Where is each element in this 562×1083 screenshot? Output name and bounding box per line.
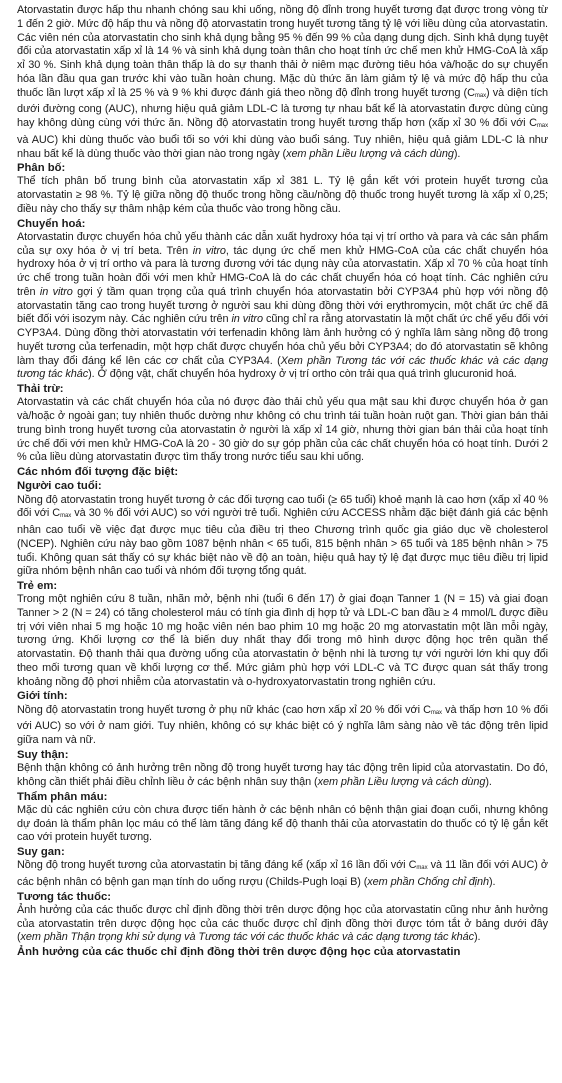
hepatic-impairment-paragraph: Nồng độ trong huyết tương của atorvastatin bị tăng đáng kể (xấp xỉ 16 lần đối với Cmax và 11 lần đối với AUC) ở các bệnh nhân có bệnh gan mạn tính do uống rượu (Childs-Pugh loại B) (xem phần Chống chỉ định). [17,859,548,889]
elderly-paragraph: Nồng độ atorvastatin trong huyết tương ở các đối tượng cao tuổi (≥ 65 tuổi) khoẻ mạnh là cao hơn (xấp xỉ 40 % đối với Cmax và 30 % đối với AUC) so với người trẻ tuổi. Nghiên cứu ACCESS nhằm đặc biệt đánh giá các bệnh nhân cao tuổi về việc đạt được mục tiêu của điều trị theo Chương trình quốc gia giáo dục về cholesterol (NCEP). Nghiên cứu này bao gồm 1087 bệnh nhân < 65 tuổi, 815 bệnh nhân > 65 tuổi và 185 bệnh nhân > 75 tuổi. Không quan sát thấy có sự khác biệt nào về độ an toàn, hiệu quả hay tỷ lệ đạt được mục tiêu điều trị lipid giữa nhóm bệnh nhân cao tuổi và nhóm đối tượng tổng quát. [17,493,548,578]
distribution-heading: Phân bố: [17,162,66,175]
coadministered-drugs-heading: Ảnh hưởng của các thuốc chỉ định đồng thời trên dược động học của atorvastatin [17,946,461,959]
hepatic-impairment-heading: Suy gan: [17,846,65,859]
elderly-heading: Người cao tuổi: [17,480,102,493]
metabolism-paragraph: Atorvastatin được chuyển hóa chủ yếu thành các dẫn xuất hydroxy hóa tại vị trí ortho và para và các sản phẩm của sự oxy hóa ở vị trí beta. Trên in vitro, tác dụng ức chế men khử HMG-CoA của các chất chuyển hóa hydroxy hóa ở vị trí ortho và para là tương đương với tác dụng này của atorvastatin. Xấp xỉ 70 % của hoạt tính ức chế trong tuần hoàn đối với men khử HMG-CoA là do các chất chuyển hóa có hoạt tính. Các nghiên cứu trên in vitro gợi ý tầm quan trọng của quá trình chuyển hóa atorvastatin bởi CYP3A4 phù hợp với nồng độ atorvastatin tăng cao trong huyết tương ở người sau khi dùng đồng thời với erythromycin, một chất ức chế đã biết đối với isozym này. Các nghiên cứu trên in vitro cũng chỉ ra rằng atorvastatin là một chất ức chế yếu đối với CYP3A4. Dùng đồng thời atorvastatin với terfenadin không làm ảnh hưởng có ý nghĩa lâm sàng nồng độ trong huyết tương của terfenadin, một hợp chất được chuyển hóa chủ yếu bởi CYP3A4; do đó atorvastatin sẽ không làm thay đổi đáng kể lên các cơ chất của CYP3A4. (Xem phần Tương tác với các thuốc khác và các dạng tương tác khác). Ở động vật, chất chuyển hóa hydroxy ở vị trí ortho còn trải qua quá trình glucuronid hoá. [17,230,549,381]
elimination-heading: Thải trừ: [17,383,64,396]
metabolism-heading: Chuyển hoá: [17,217,86,230]
elimination-paragraph: Atorvastatin và các chất chuyển hóa của nó được đào thải chủ yếu qua mật sau khi được chuyển hóa ở gan và/hoặc ở ngoài gan; tuy nhiên thuốc dường như không có chu trình tái tuần hoàn ruột gan. Thời gian bán thải trung bình trong huyết tương của atorvastatin ở người là xấp xỉ 14 giờ, nhưng thời gian bán thải của hoạt tính ức chế đối với men khử HMG-CoA là 20 - 30 giờ do sự góp phần của các chất chuyển hóa có hoạt tính. Dưới 2 % của liều dùng atorvastatin được tìm thấy trong nước tiểu sau khi uống. [17,396,548,464]
drug-interactions-heading: Tương tác thuốc: [17,890,112,903]
hemodialysis-paragraph: Mặc dù các nghiên cứu còn chưa được tiến hành ở các bệnh nhân có bệnh thận giai đoạn cuối, nhưng không dự đoán là thẩm phân lọc máu có thể làm tăng đáng kể độ thanh thải của atorvastatin do thuốc có tỷ lệ gắn kết cao với protein huyết tương. [17,803,548,844]
hemodialysis-heading: Thẩm phân máu: [17,790,108,803]
renal-impairment-paragraph: Bệnh thận không có ảnh hưởng trên nồng độ trong huyết tương hay tác động trên lipid của atorvastatin. Do đó, không cần thiết phải điều chỉnh liều ở các bệnh nhân suy thận (xem phần Liều lượng và cách dùng). [17,762,548,788]
absorption-paragraph: Atorvastatin được hấp thu nhanh chóng sau khi uống, nồng độ đỉnh trong huyết tương đạt được trong vòng từ 1 đến 2 giờ. Mức độ hấp thu và nồng độ atorvastatin trong huyết tương tăng tỷ lệ với liều dùng của atorvastatin. Các viên nén của atorvastatin cho sinh khả dụng bằng 95 % đến 99 % của dạng dung dịch. Sinh khả dụng tuyệt đối của atorvastatin xấp xỉ là 14 % và sinh khả dụng toàn thân cho hoạt tính ức chế men khử HMG-CoA là xấp xỉ 30 %. Sinh khả dụng toàn thân thấp là do sự thanh thải ở niêm mạc đường tiêu hóa và/hoặc do sự chuyển hóa lần đầu qua gan trước khi vào tuần hoàn chung. Mặc dù thức ăn làm giảm tỷ lệ và mức độ hấp thu của thuốc lần lượt xấp xỉ là 25 % và 9 % khi được đánh giá theo nồng độ đỉnh trong huyết tương (Cmax) và diện tích dưới đường cong (AUC), nhưng hiệu quả giảm LDL-C là tương tự nhau bất kể là atorvastatin được dùng cùng hay không dùng cùng với thức ăn. Nồng độ atorvastatin trong huyết tương thấp hơn (xấp xỉ 30 % đối với Cmax và AUC) khi dùng thuốc vào buổi tối so với khi dùng vào buổi sáng. Tuy nhiên, hiệu quả giảm LDL-C là như nhau bất kể là dùng thuốc vào thời gian nào trong ngày (xem phần Liều lượng và cách dùng). [17,4,548,160]
special-populations-heading: Các nhóm đối tượng đặc biệt: [17,466,179,479]
pediatric-heading: Trẻ em: [17,580,58,593]
distribution-paragraph: Thể tích phân bố trung bình của atorvastatin xấp xỉ 381 L. Tỷ lệ gắn kết với protein huyết tương của atorvastatin ≥ 98 %. Tỷ lệ giữa nồng độ thuốc trong hồng cầu/nồng độ thuốc trong huyết tương là xấp xỉ 0,25; điều này cho thấy sự thâm nhập kém của thuốc vào trong hồng cầu. [17,175,548,215]
gender-heading: Giới tính: [17,690,68,703]
renal-impairment-heading: Suy thận: [17,748,69,761]
pediatric-paragraph: Trong một nghiên cứu 8 tuần, nhãn mở, bệnh nhi (tuổi 6 đến 17) ở giai đoạn Tanner 1 (N = 15) và giai đoạn Tanner > 2 (N = 24) có tăng cholesterol máu có tính gia đình dị hợp tử và LDL-C ban đầu ≥ 4 mmol/L được điều trị với viên nhai 5 mg hoặc 10 mg hoặc viên nén bao phim 10 mg hoặc 20 mg atorvastatin một lần mỗi ngày, tương ứng. Khối lượng cơ thể là biến duy nhất thay đổi trong mô hình dược động học trên quần thể atorvastatin. Độ thanh thải qua đường uống của atorvastatin ở bệnh nhi là tương tự với người lớn khi quy đổi theo mối tương quan về khối lượng cơ thể. Mức giảm phù hợp với LDL-C và TC được quan sát thấy trong khoảng nồng độ phơi nhiễm của atorvastatin và o-hydroxyatorvastatin trong nghiên cứu. [17,593,548,688]
gender-paragraph: Nồng độ atorvastatin trong huyết tương ở phụ nữ khác (cao hơn xấp xỉ 20 % đối với Cmax và thấp hơn 10 % đối với AUC) so với ở nam giới. Tuy nhiên, không có sự khác biệt có ý nghĩa lâm sàng nào về tác động trên lipid giữa nam và nữ. [17,703,548,747]
drug-interactions-paragraph: Ảnh hưởng của các thuốc được chỉ định đồng thời trên dược động học của atorvastatin cũng như ảnh hưởng của atorvastatin trên dược động học của các thuốc được chỉ định đồng thời được tóm tắt ở bảng dưới đây (xem phần Thận trọng khi sử dụng và Tương tác với các thuốc khác và các dạng tương tác khác). [17,903,548,944]
